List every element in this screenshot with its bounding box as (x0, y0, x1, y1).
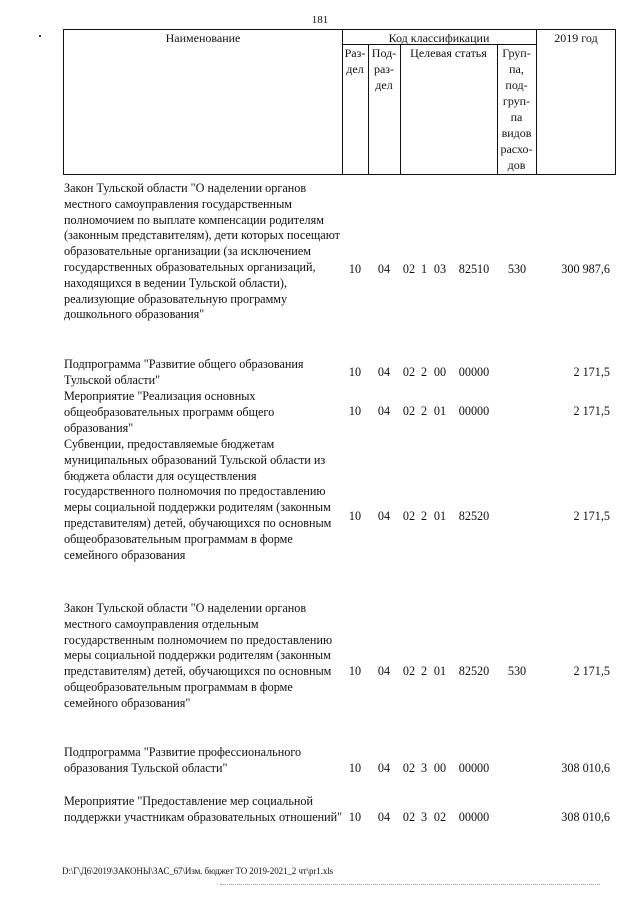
row-razdel: 10 (348, 664, 362, 678)
row-cs-subprogram: 3 (420, 810, 428, 824)
header-razdel: Раз- дел (344, 46, 366, 76)
row-cs-direction: 00000 (458, 365, 490, 379)
row-cs-program: 02 (402, 810, 416, 824)
row-razdel: 10 (348, 365, 362, 379)
header-target: Целевая статья (410, 46, 487, 60)
row-cs-subprogram: 2 (420, 509, 428, 523)
row-cs-event: 00 (433, 365, 447, 379)
row-amount: 308 010,6 (561, 810, 610, 824)
row-cs-program: 02 (402, 404, 416, 418)
row-cs-direction: 00000 (458, 404, 490, 418)
row-cs-program: 02 (402, 761, 416, 775)
row-razdel: 10 (348, 509, 362, 523)
row-cs-direction: 00000 (458, 761, 490, 775)
row-cs-program: 02 (402, 262, 416, 276)
row-podrazdel: 04 (377, 810, 391, 824)
row-name: Подпрограмма "Развитие общего образования Тульской области" (64, 357, 304, 387)
row-vr: 530 (507, 262, 527, 276)
row-cs-subprogram: 2 (420, 664, 428, 678)
row-name: Подпрограмма "Развитие профессионального образования Тульской области" (64, 745, 302, 775)
row-podrazdel: 04 (377, 262, 391, 276)
row-amount: 308 010,6 (561, 761, 610, 775)
header-code-group: Код классификации (388, 31, 490, 45)
row-razdel: 10 (348, 810, 362, 824)
row-cs-event: 01 (433, 664, 447, 678)
header-divider-year (536, 29, 537, 175)
row-razdel: 10 (348, 761, 362, 775)
row-cs-direction: 82510 (458, 262, 490, 276)
row-name: Мероприятие "Предоставление мер социальной поддержки участникам образовательных отношений" (64, 794, 343, 824)
row-cs-program: 02 (402, 509, 416, 523)
row-razdel: 10 (348, 404, 362, 418)
row-cs-direction: 82520 (458, 509, 490, 523)
row-cs-subprogram: 2 (420, 404, 428, 418)
row-cs-program: 02 (402, 365, 416, 379)
row-cs-subprogram: 1 (420, 262, 428, 276)
row-podrazdel: 04 (377, 404, 391, 418)
page-number: 181 (311, 14, 329, 26)
row-name: Мероприятие "Реализация основных общеобразовательных программ общего образования" (64, 389, 275, 435)
stray-mark (39, 35, 41, 37)
row-vr: 530 (507, 664, 527, 678)
footer-rule (220, 884, 600, 885)
row-cs-direction: 00000 (458, 810, 490, 824)
row-cs-subprogram: 3 (420, 761, 428, 775)
row-cs-event: 01 (433, 509, 447, 523)
header-divider-podrazdel (400, 44, 401, 175)
row-podrazdel: 04 (377, 664, 391, 678)
row-cs-event: 00 (433, 761, 447, 775)
header-year: 2019 год (554, 31, 598, 45)
row-cs-event: 01 (433, 404, 447, 418)
row-amount: 2 171,5 (573, 664, 610, 678)
row-name: Закон Тульской области "О наделении органов местного самоуправления государственным полномочием по выплате компенсации родителям (законным представителям), дети которых посещают образовательные организации (за исключением государственных образовательных организаций, находящихся в ведении Тульской области), реализующие образовательную программу дошкольного образования" (64, 181, 340, 322)
row-cs-event: 03 (433, 262, 447, 276)
row-amount: 300 987,6 (561, 262, 610, 276)
header-group: Груп- па, под- груп- па видов расхо- дов (500, 46, 533, 172)
row-name: Закон Тульской области "О наделении органов местного самоуправления отдельным государственным полномочием по предоставлению меры социальной поддержки родителям (законным представителям) детей, обучающихся по основным общеобразовательным программам в форме семейного образования" (64, 601, 333, 710)
row-podrazdel: 04 (377, 509, 391, 523)
row-cs-subprogram: 2 (420, 365, 428, 379)
header-podrazdel: Под- раз- дел (371, 46, 397, 92)
row-cs-program: 02 (402, 664, 416, 678)
row-name: Субвенции, предоставляемые бюджетам муниципальных образований Тульской области из бюджета области для осуществления государственного полномочия по предоставлению меры социальной поддержки родителям (законным представителям) детей, обучающихся по основным общеобразовательным программам в форме семейного образования (64, 437, 332, 562)
file-path-footer: D:\Г\Д6\2019\ЗАКОНЫ\ЗАС_67\Изм. бюджет ТО 2019-2021_2 чт\pr1.xls (62, 866, 334, 876)
row-amount: 2 171,5 (573, 365, 610, 379)
header-name: Наименование (165, 31, 241, 45)
row-cs-direction: 82520 (458, 664, 490, 678)
row-podrazdel: 04 (377, 761, 391, 775)
row-amount: 2 171,5 (573, 404, 610, 418)
row-amount: 2 171,5 (573, 509, 610, 523)
row-podrazdel: 04 (377, 365, 391, 379)
row-cs-event: 02 (433, 810, 447, 824)
row-razdel: 10 (348, 262, 362, 276)
